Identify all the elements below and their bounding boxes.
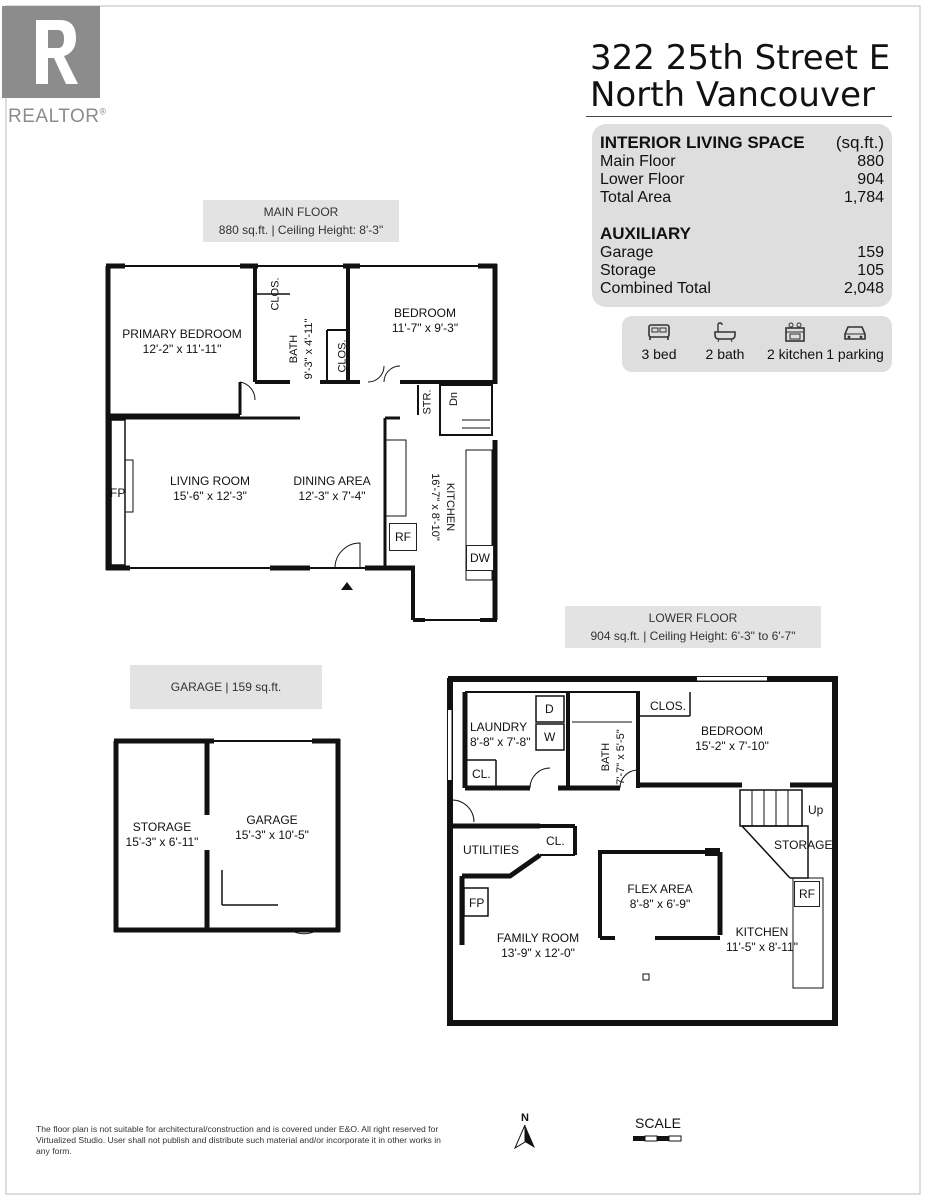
dryer-label: D: [545, 702, 554, 716]
closet-label: CL.: [546, 834, 565, 848]
area-value: 2,048: [843, 280, 884, 297]
north-label: N: [521, 1112, 529, 1124]
area-label: Lower Floor: [600, 171, 685, 188]
registered-mark: ®: [99, 106, 107, 117]
area-value: 105: [857, 262, 884, 279]
room-dimensions: 11'-7" x 9'-3": [391, 321, 459, 335]
room-name: BATH: [288, 334, 300, 364]
realtor-logo-text: REALTOR: [8, 106, 100, 127]
room-dimensions: 12'-3" x 7'-4": [298, 489, 366, 503]
room-laundry: [470, 720, 540, 750]
area-label: Garage: [600, 244, 654, 261]
storage-label: STORAGE: [774, 838, 833, 852]
feature-label: 2 kitchen: [766, 346, 824, 362]
garage-label: GARAGE | 159 sq.ft.: [130, 665, 322, 709]
north-arrow-icon: [510, 1124, 540, 1150]
main-floor-subtitle: 880 sq.ft. | Ceiling Height: 8'-3": [218, 223, 384, 237]
room-name: KITCHEN: [735, 925, 789, 939]
room-kitchen-lower: [714, 925, 810, 955]
room-name: STORAGE: [132, 820, 192, 834]
room-dimensions: 8'-8" x 6'-9": [629, 897, 691, 911]
room-name: FLEX AREA: [627, 882, 693, 896]
room-dimensions: 7'-7" x 5'-5": [615, 729, 627, 785]
stairs-up-label: Up: [808, 803, 824, 817]
room-dimensions: 15'-6" x 12'-3": [173, 489, 247, 503]
feature-label: 2 bath: [705, 346, 745, 362]
washer-label: W: [544, 730, 556, 744]
auxiliary-heading: AUXILIARY: [600, 224, 691, 243]
utilities-label: UTILITIES: [463, 843, 520, 857]
floor-drain-icon: [643, 974, 649, 980]
room-name: BATH: [600, 742, 612, 772]
closet-label: CLOS.: [650, 699, 687, 713]
room-dimensions: 16'-7" x 8'-10": [429, 473, 441, 541]
closet-label: CL.: [472, 767, 491, 781]
lower-floor-subtitle: 904 sq.ft. | Ceiling Height: 6'-3" to 6'-7": [590, 629, 796, 643]
fireplace-label: FP: [469, 896, 485, 910]
address-line-2: North Vancouver: [590, 75, 875, 115]
disclaimer-text: The floor plan is not suitable for architectural/construction and is covered under E&O. All right reserved for Virtualized Studio. User shall not publish and distribute such material and/or incorporate it in other works in any form.: [36, 1124, 441, 1156]
room-dimensions: 15'-3" x 10'-5": [235, 828, 309, 842]
main-floor-title: MAIN FLOOR: [263, 205, 339, 219]
room-dimensions: 13'-9" x 12'-0": [501, 946, 575, 960]
address-line-1: 322 25th Street E: [590, 38, 891, 78]
room-dimensions: 15'-3" x 6'-11": [125, 835, 199, 849]
stairs-down-label: Dn: [448, 391, 461, 407]
closet-label: CLOS.: [269, 277, 282, 311]
feature-label: 3 bed: [641, 346, 677, 362]
scale-bar: [628, 1115, 688, 1155]
room-dimensions: 15'-2" x 7'-10": [695, 739, 769, 753]
room-dimensions: 9'-3" x 4'-11": [303, 318, 315, 380]
room-dimensions: 12'-2" x 11'-11": [142, 342, 222, 356]
scale-bar-icon: [628, 1134, 688, 1144]
room-name: LAUNDRY: [470, 720, 528, 734]
lower-floor-title: LOWER FLOOR: [648, 611, 738, 625]
storage-label: STR.: [421, 389, 434, 415]
dishwasher-label: DW: [466, 545, 494, 571]
fireplace-label: FP: [110, 486, 126, 500]
area-label: Main Floor: [600, 153, 676, 170]
area-label: Combined Total: [600, 280, 711, 297]
room-dimensions: 11'-5" x 8'-11": [725, 940, 799, 954]
room-flex-area: [612, 882, 708, 912]
room-family-room: [488, 931, 588, 961]
north-arrow: [510, 1112, 540, 1152]
room-bedroom-lower: [682, 724, 782, 754]
area-value: 880: [857, 153, 884, 170]
area-value: 904: [857, 171, 884, 188]
room-name: PRIMARY BEDROOM: [122, 327, 242, 341]
feature-label: 1 parking: [826, 346, 884, 362]
scale-label: SCALE: [635, 1115, 681, 1131]
interior-heading: INTERIOR LIVING SPACE: [600, 133, 805, 152]
room-bath-lower: [599, 719, 629, 795]
room-name: BEDROOM: [393, 306, 456, 320]
area-label: Total Area: [600, 189, 672, 206]
room-name: LIVING ROOM: [169, 474, 250, 488]
room-dimensions: 8'-8" x 7'-8": [470, 735, 531, 749]
room-name: DINING AREA: [293, 474, 371, 488]
room-name: FAMILY ROOM: [496, 931, 580, 945]
unit-label: (sq.ft.): [835, 133, 884, 152]
area-label: Storage: [600, 262, 657, 279]
closet-label: CLOS.: [336, 339, 349, 373]
fridge-label: RF: [794, 881, 820, 907]
area-value: 159: [857, 244, 884, 261]
area-value: 1,784: [843, 189, 884, 206]
room-name: KITCHEN: [444, 482, 456, 532]
room-name: GARAGE: [246, 813, 298, 827]
room-name: BEDROOM: [700, 724, 763, 738]
fridge-label: RF: [389, 523, 417, 551]
